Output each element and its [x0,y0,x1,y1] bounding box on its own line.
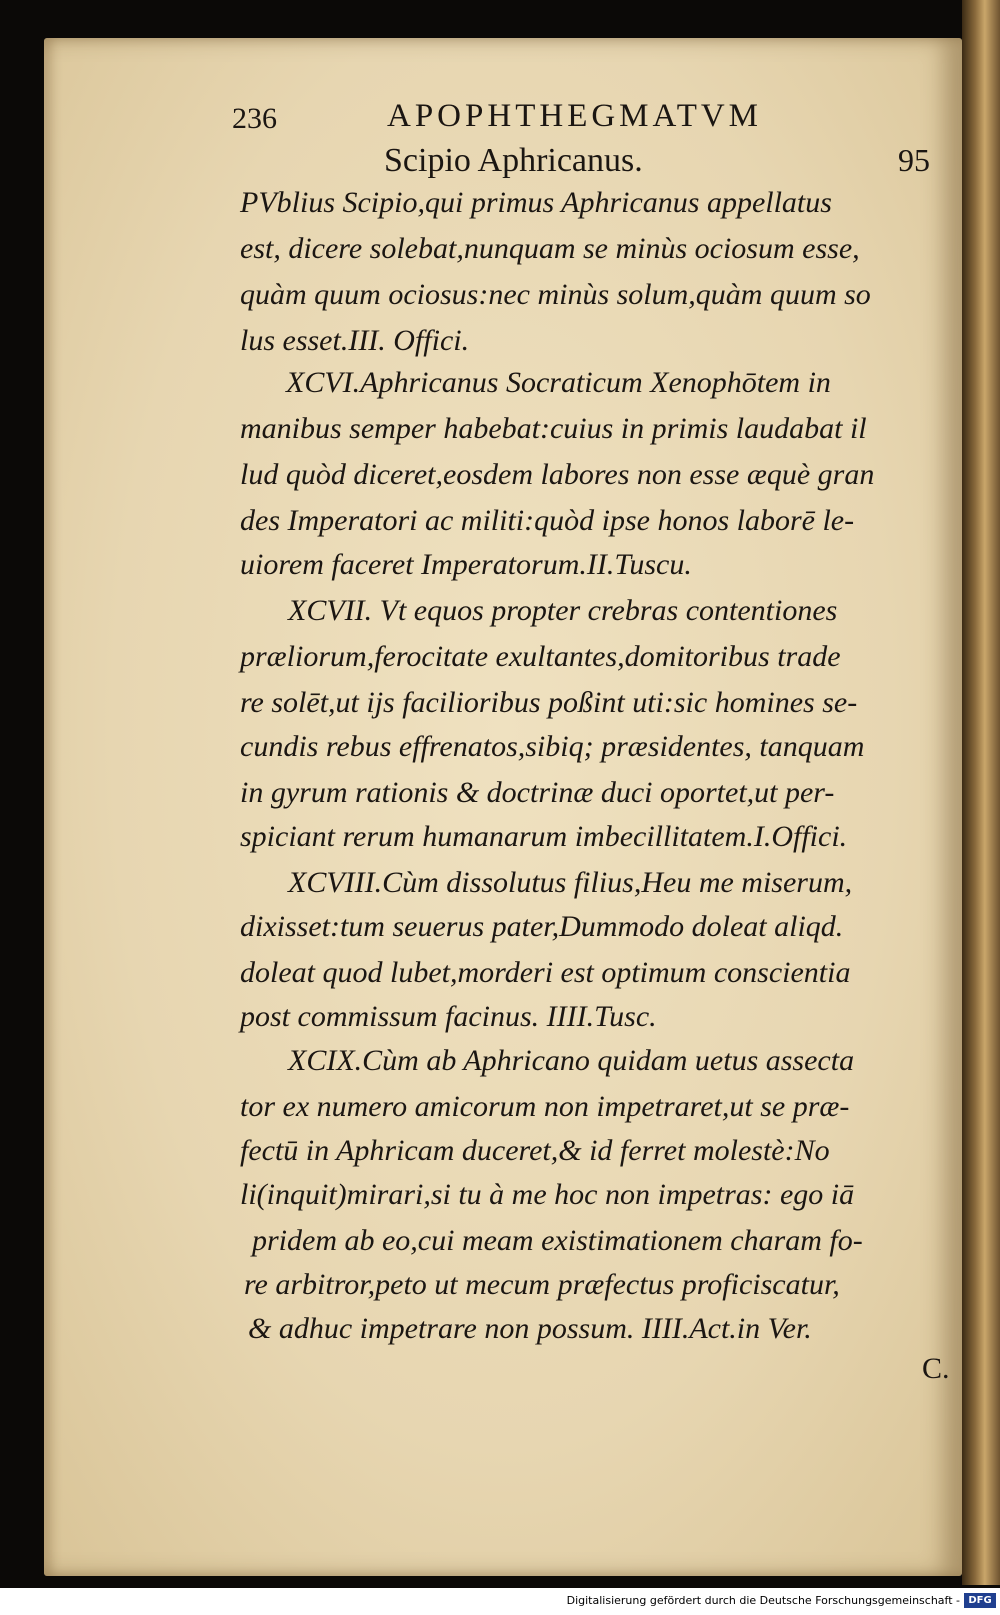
text-line: doleat quod lubet,morderi est optimum conscientia [240,956,851,989]
text-line: re arbitror,peto ut mecum præfectus proficiscatur, [244,1268,840,1301]
text-line: dixisset:tum seuerus pater,Dummodo doleat aliqd. [240,910,844,943]
text-line: PVblius Scipio,qui primus Aphricanus appellatus [240,186,832,219]
text-line: XCVIII.Cùm dissolutus filius,Heu me miserum, [288,866,853,899]
page-number: 236 [232,102,277,135]
text-line: quàm quum ociosus:nec minùs solum,quàm quum so [240,278,871,311]
running-header [232,98,832,142]
text-line: XCIX.Cùm ab Aphricano quidam uetus assecta [288,1044,855,1077]
text-line: pridem ab eo,cui meam existimationem charam fo- [252,1224,863,1257]
catchword: C. [922,1352,950,1385]
text-line: uiorem faceret Imperatorum.II.Tuscu. [240,548,692,581]
text-line: lus esset.III. Offici. [240,324,470,357]
text-line: des Imperatori ac militi:quòd ipse honos laborē le- [240,504,855,537]
text-line: & adhuc impetrare non possum. IIII.Act.in Ver. [248,1312,812,1345]
text-line: post commissum facinus. IIII.Tusc. [240,1000,657,1033]
text-line: re solēt,ut ijs facilioribus poßint uti:sic homines se- [240,686,858,719]
text-line: manibus semper habebat:cuius in primis laudabat il [240,412,867,445]
text-line: cundis rebus effrenatos,sibiq; præsidentes, tanquam [240,730,865,763]
section-heading: Scipio Aphricanus. [384,142,643,179]
text-line: li(inquit)mirari,si tu à me hoc non impetras: ego iā [240,1178,855,1211]
dfg-logo: DFG [964,1593,996,1608]
text-line: XCVII. Vt equos propter crebras contentiones [288,594,838,627]
book-spine-edge [962,0,1000,1585]
text-line: lud quòd diceret,eosdem labores non esse æquè gran [240,458,875,491]
section-number: 95 [898,142,930,178]
running-title: APOPHTHEGMATVM [387,98,763,134]
text-line: præliorum,ferocitate exultantes,domitoribus trade [240,640,841,673]
text-line: fectū in Aphricam duceret,& id ferret molestè:No [240,1134,830,1167]
footer-credit: Digitalisierung gefördert durch die Deutsche Forschungsgemeinschaft - [566,1594,960,1607]
text-line: tor ex numero amicorum non impetraret,ut se præ- [240,1090,850,1123]
text-line: spiciant rerum humanarum imbecillitatem.I.Offici. [240,820,848,853]
digitization-footer [0,1588,1000,1615]
text-line: XCVI.Aphricanus Socraticum Xenophōtem in [286,366,831,399]
text-line: est, dicere solebat,nunquam se minùs ociosum esse, [240,232,860,265]
text-line: in gyrum rationis & doctrinæ duci oportet,ut per- [240,776,835,809]
